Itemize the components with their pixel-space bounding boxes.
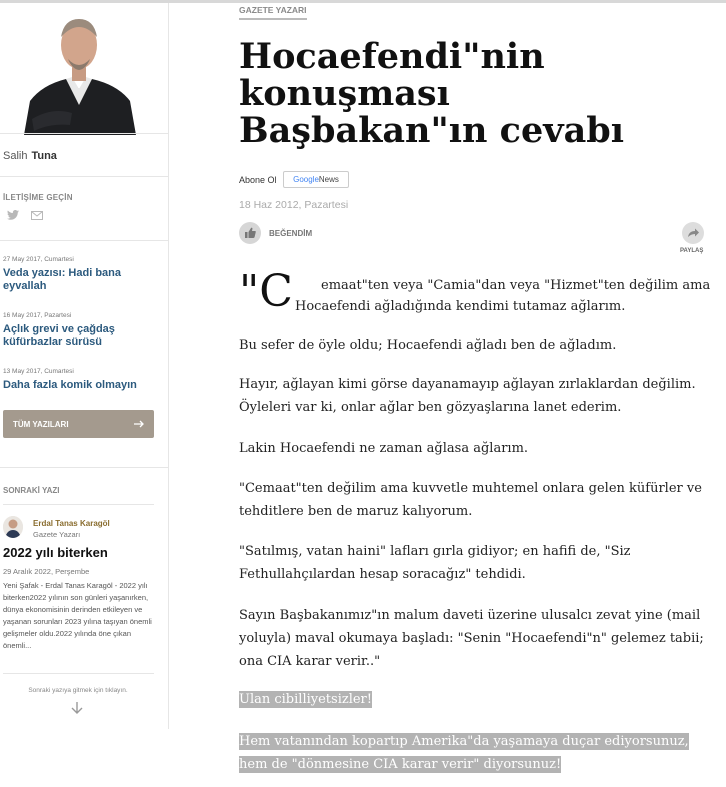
post-title-link[interactable]: Daha fazla komik olmayın (3, 379, 137, 391)
recent-post[interactable] (3, 368, 153, 392)
highlighted-text[interactable]: Ulan cibilliyetsizler! (239, 692, 372, 707)
follow-label: Abone Ol (239, 175, 277, 185)
article-paragraph: Bu sefer de öyle oldu; Hocaefendi ağladı ben de ağladım. (239, 338, 617, 353)
post-title-link[interactable]: Veda yazısı: Hadi bana eyvallah (3, 267, 121, 292)
recent-post[interactable] (3, 256, 153, 293)
next-article-card[interactable] (0, 467, 168, 730)
next-article-excerpt: Yeni Şafak - Erdal Tanas Karagöl - 2022 yılı biterken2022 yılının son günleri yaşanırken, dünya ekonomisinin derinden etkileyen ve yaşanan sorunları 2023 yılına taşıyan önemli gelişmeler oldu.2022 yılında öne çıkan önemli... (3, 581, 152, 650)
article-paragraph: Sayın Başbakanımız"ın malum daveti üzerine ulusalcı zevat yine (mail yoluyla) maval okumaya başladı: "Senin "Hocaefendi"n" gelemez tabii; ona CIA karar verir.." (239, 608, 704, 669)
next-author-role: Gazete Yazarı (33, 530, 81, 539)
twitter-icon[interactable] (7, 210, 19, 220)
author-first-name: Salih (3, 150, 28, 162)
author-name[interactable] (3, 150, 57, 162)
share-button[interactable] (682, 222, 704, 244)
post-title-link[interactable]: Açlık grevi ve çağdaş küfürbazlar sürüsü (3, 323, 115, 348)
all-posts-label: TÜM YAZILARI (13, 419, 69, 429)
arrow-right-icon (134, 420, 144, 428)
article-date: 18 Haz 2012, Pazartesi (239, 199, 349, 211)
post-date: 13 May 2017, Cumartesi (3, 368, 74, 375)
drop-cap: "C (239, 266, 293, 317)
article-paragraph: Hayır, ağlayan kimi görse dayanamayıp ağlayan zırlaklardan değilim. Öyleleri var ki, onlar ağlar ben gözyaşlarına lanet ederim. (239, 377, 696, 415)
like-button[interactable] (239, 222, 261, 244)
author-photo[interactable] (22, 15, 136, 135)
article-paragraph (239, 688, 705, 711)
next-author-avatar (3, 516, 23, 538)
share-icon (682, 222, 704, 244)
share-label[interactable]: PAYLAŞ (680, 248, 704, 254)
thumbs-up-icon (239, 222, 261, 244)
google-news-label: News (318, 175, 339, 184)
article-paragraph: "Satılmış, vatan haini" lafları gırla gidiyor; en hafifi de, "Siz Fethullahçılardan hesap soracağız" tehdidi. (239, 544, 631, 582)
paragraph-line: emaat"ten veya "Camia"dan veya "Hizmet"ten değilim ama (321, 278, 711, 293)
article-paragraph: Lakin Hocaefendi ne zaman ağlasa ağlarım. (239, 441, 529, 456)
article-title: Hocaefendi"nin konuşması Başbakan"ın cevabı (239, 36, 625, 151)
next-article-date: 29 Aralık 2022, Perşembe (3, 567, 90, 576)
separator (0, 176, 168, 177)
separator (0, 133, 168, 134)
next-article-title[interactable]: 2022 yılı biterken (3, 545, 108, 560)
separator (3, 673, 154, 674)
recent-post[interactable] (3, 312, 153, 349)
next-section-label: SONRAKİ YAZI (3, 486, 60, 495)
arrow-down-icon[interactable] (70, 701, 84, 715)
post-date: 16 May 2017, Pazartesi (3, 312, 72, 319)
article-paragraph: "Cemaat"ten değilim ama kuvvetle muhtemel onlara gelen küfürler ve tehditlere ben de maruz kalıyorum. (239, 481, 702, 519)
category-label[interactable]: GAZETE YAZARI (239, 5, 307, 20)
next-article-hint: Sonraki yazıya gitmek için tıklayın. (28, 687, 128, 694)
mail-icon[interactable] (31, 211, 43, 220)
next-author-name[interactable]: Erdal Tanas Karagöl (33, 519, 110, 528)
author-last-name: Tuna (31, 150, 57, 162)
article-paragraph (239, 730, 705, 776)
google-news-button[interactable] (283, 171, 349, 188)
highlighted-text[interactable]: Hem vatanından kopartıp Amerika"da yaşamaya duçar ediyorsunuz, hem de "dönmesine CIA karar verir" diyorsunuz! (239, 734, 689, 772)
author-sidebar (0, 3, 169, 729)
like-label[interactable]: BEĞENDİM (269, 229, 313, 238)
contact-title: İLETİŞİME GEÇİN (3, 193, 73, 202)
all-posts-button[interactable] (3, 410, 154, 438)
google-news-logo-text: Google (293, 175, 319, 184)
separator (3, 504, 154, 505)
paragraph-line: Hocaefendi ağladığında kendimi tutamaz ağlarım. (295, 299, 626, 314)
post-date: 27 May 2017, Cumartesi (3, 256, 74, 263)
separator (0, 240, 168, 241)
